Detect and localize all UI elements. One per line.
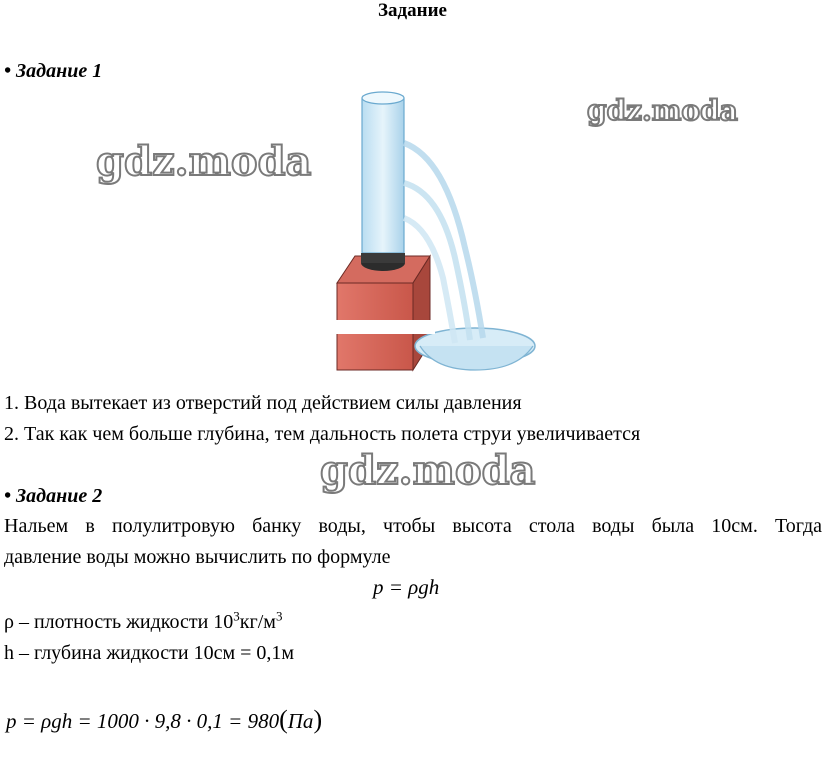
watermark: gdz.moda (320, 447, 536, 494)
watermark: gdz.moda (587, 94, 738, 127)
task2-paragraph-line-1: Нальем в полулитровую банку воды, чтобы высота стола воды была 10см. Тогда (4, 515, 822, 537)
task2-heading: • Задание 2 (4, 485, 103, 507)
task2-paragraph-line-2: давление воды можно вычислить по формуле (4, 546, 391, 568)
depth-line: h – глубина жидкости 10см = 0,1м (4, 642, 295, 664)
task1-answer-1: 1. Вода вытекает из отверстий под действием силы давления (4, 392, 522, 414)
experiment-illustration (325, 88, 540, 373)
pressure-calculation: p = ρgh = 1000 · 9,8 · 0,1 = 980(Па) (6, 705, 323, 734)
cylinder (362, 98, 404, 253)
page-title: Задание (378, 0, 447, 21)
pressure-formula: p = ρgh (373, 575, 440, 599)
density-line: ρ – плотность жидкости $10^3кг/м^3$ (4, 608, 283, 633)
task1-heading: • Задание 1 (4, 60, 103, 82)
watermark: gdz.moda (96, 138, 312, 185)
task1-answer-2: 2. Так как чем больше глубина, тем дальность полета струи увеличивается (4, 423, 641, 445)
